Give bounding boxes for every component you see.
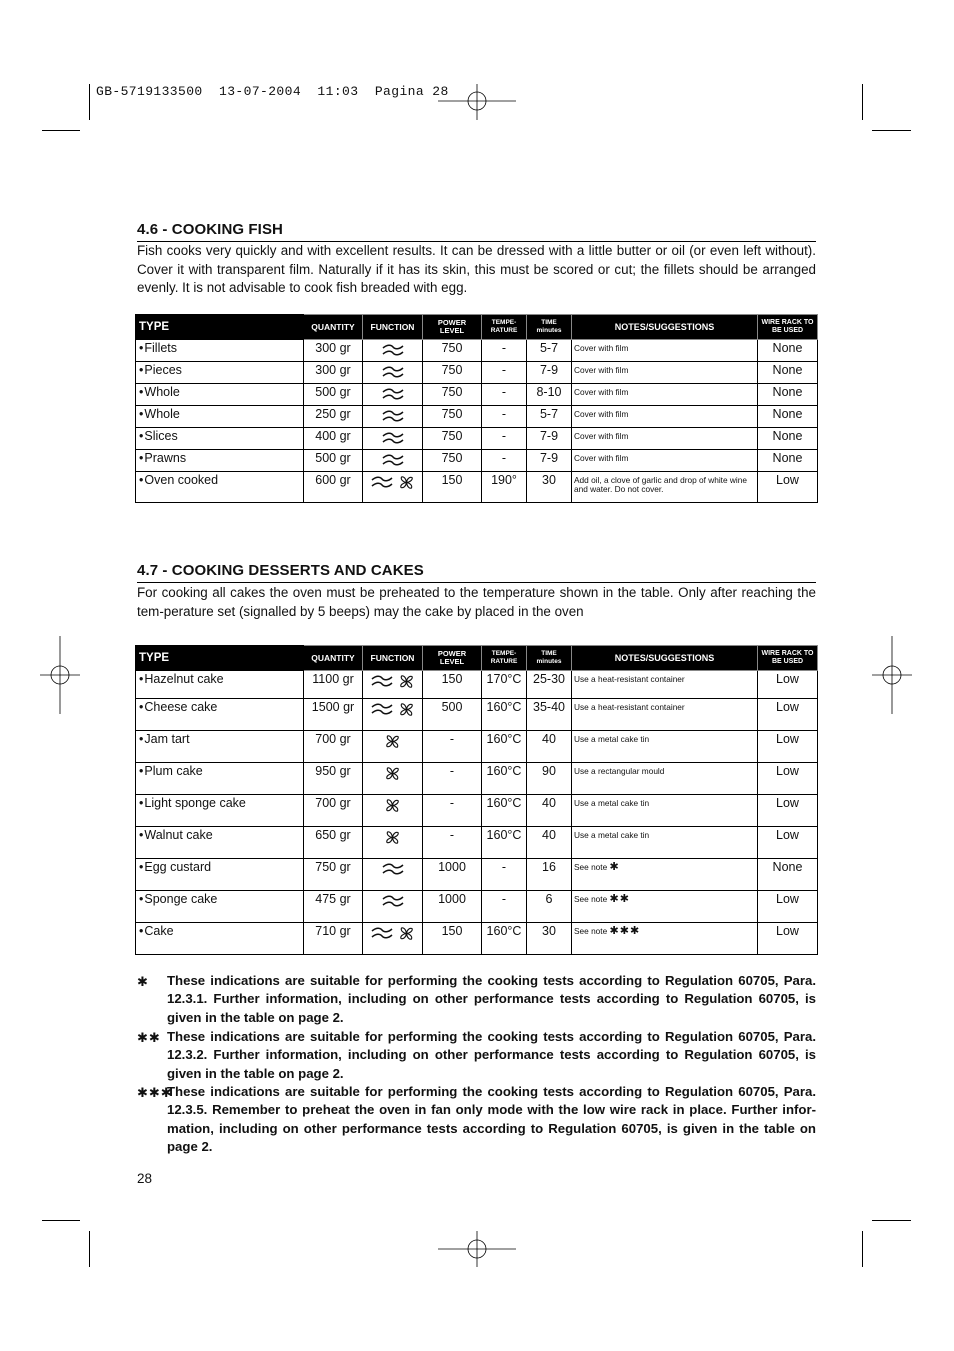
cell-function	[363, 472, 423, 503]
cell-notes	[572, 472, 758, 503]
cell-power: 750	[423, 362, 482, 384]
type-label: Prawns	[144, 451, 187, 465]
cell-quantity: 710 gr	[304, 923, 363, 955]
cell-time: 40	[527, 795, 572, 827]
cell-time: 35-40	[527, 699, 572, 731]
header-notes: NOTES/SUGGESTIONS	[572, 646, 758, 671]
cell-type	[136, 450, 304, 472]
header-wire-rack	[758, 646, 818, 671]
crop-mark	[862, 84, 863, 120]
crop-mark	[89, 84, 90, 120]
cell-type	[136, 795, 304, 827]
header-wire-line1: WIRE RACK TO	[761, 650, 814, 657]
cell-notes	[572, 671, 758, 699]
cell-wire-rack: Low	[758, 827, 818, 859]
fan-icon	[398, 474, 415, 494]
table-row	[136, 472, 818, 503]
header-power-line2: LEVEL	[439, 326, 465, 335]
type-label: Sponge cake	[144, 892, 218, 906]
cell-notes	[572, 340, 758, 362]
table-row	[136, 362, 818, 384]
table-row	[136, 923, 818, 955]
table-row	[136, 340, 818, 362]
header-time-line1: TIME	[541, 319, 557, 326]
cell-type	[136, 384, 304, 406]
desserts-cooking-table	[135, 645, 818, 955]
microwave-icon	[381, 861, 405, 880]
type-label: Oven cooked	[144, 473, 219, 487]
notes-text: See note	[574, 894, 608, 904]
fan-icon	[384, 765, 401, 785]
notes-text: Cover with film	[574, 387, 629, 397]
bullet: •	[139, 860, 144, 874]
crop-mark	[42, 130, 80, 131]
notes-text: Use a heat-resistant container	[574, 674, 685, 684]
cell-time: 7-9	[527, 450, 572, 472]
bullet: •	[139, 429, 144, 443]
cell-temperature: -	[482, 406, 527, 428]
notes-text: Cover with film	[574, 409, 629, 419]
cell-time: 40	[527, 731, 572, 763]
bullet: •	[139, 341, 144, 355]
cell-function	[363, 923, 423, 955]
cell-time: 5-7	[527, 340, 572, 362]
header-quantity: QUANTITY	[304, 646, 363, 671]
cell-wire-rack: Low	[758, 891, 818, 923]
fan-icon	[384, 797, 401, 817]
cell-quantity: 1500 gr	[304, 699, 363, 731]
cell-power: 1000	[423, 891, 482, 923]
cell-wire-rack: None	[758, 362, 818, 384]
cell-function	[363, 891, 423, 923]
crop-mark	[872, 130, 911, 131]
footnote-text: These indications are suitable for performing the cooking tests according to Regulation 60705, Para. 12.3.2. Further information, including on other performance tests according to Regulation 60705, is given in the table on page 2.	[167, 1029, 816, 1081]
header-time	[527, 315, 572, 340]
cell-temperature: 160°C	[482, 923, 527, 955]
cell-function	[363, 763, 423, 795]
cell-power: 750	[423, 450, 482, 472]
cell-function	[363, 340, 423, 362]
cell-temperature: -	[482, 362, 527, 384]
notes-text: See note	[574, 862, 608, 872]
cell-function	[363, 795, 423, 827]
section-rule	[137, 582, 816, 583]
cell-quantity: 300 gr	[304, 340, 363, 362]
notes-text: Cover with film	[574, 365, 629, 375]
header-power	[423, 646, 482, 671]
cell-notes	[572, 428, 758, 450]
footnote-2	[137, 1028, 816, 1083]
notes-text: Use a metal cake tin	[574, 734, 650, 744]
cell-quantity: 500 gr	[304, 384, 363, 406]
type-label: Hazelnut cake	[144, 672, 224, 686]
cell-type	[136, 428, 304, 450]
cell-type	[136, 472, 304, 503]
cell-notes	[572, 827, 758, 859]
header-function: FUNCTION	[363, 646, 423, 671]
cell-function	[363, 384, 423, 406]
cell-notes	[572, 731, 758, 763]
cell-wire-rack: Low	[758, 731, 818, 763]
cell-power: 150	[423, 923, 482, 955]
header-power	[423, 315, 482, 340]
cell-time: 40	[527, 827, 572, 859]
bullet: •	[139, 700, 144, 714]
cell-notes	[572, 923, 758, 955]
cell-temperature: 160°C	[482, 763, 527, 795]
microwave-icon	[381, 452, 405, 471]
cell-power: 150	[423, 671, 482, 699]
bullet: •	[139, 363, 144, 377]
bullet: •	[139, 407, 144, 421]
note-reference: ✱✱✱	[609, 925, 641, 937]
cell-type	[136, 340, 304, 362]
table-row	[136, 428, 818, 450]
cell-temperature: 160°C	[482, 699, 527, 731]
microwave-icon	[381, 408, 405, 427]
cell-function	[363, 362, 423, 384]
cell-quantity: 750 gr	[304, 859, 363, 891]
cell-function	[363, 428, 423, 450]
cell-function	[363, 731, 423, 763]
cell-wire-rack: Low	[758, 923, 818, 955]
notes-text: Cover with film	[574, 453, 629, 463]
cell-time: 7-9	[527, 428, 572, 450]
type-label: Jam tart	[144, 732, 190, 746]
registration-mark-icon	[438, 1231, 516, 1267]
section-title-desserts: 4.7 - COOKING DESSERTS AND CAKES	[137, 562, 424, 579]
table-header-row	[136, 315, 818, 340]
cell-notes	[572, 362, 758, 384]
type-label: Cheese cake	[144, 700, 218, 714]
fan-icon	[398, 701, 415, 721]
header-temperature	[482, 646, 527, 671]
footnote-mark: ✱✱✱	[137, 1085, 173, 1100]
table-row	[136, 384, 818, 406]
note-reference: ✱	[609, 861, 620, 873]
cell-type	[136, 671, 304, 699]
cell-wire-rack: None	[758, 859, 818, 891]
cell-temperature: 160°C	[482, 731, 527, 763]
cell-power: -	[423, 795, 482, 827]
microwave-icon	[370, 474, 394, 493]
cell-power: 1000	[423, 859, 482, 891]
cell-time: 16	[527, 859, 572, 891]
cell-type	[136, 763, 304, 795]
cell-time: 90	[527, 763, 572, 795]
cell-wire-rack: Low	[758, 699, 818, 731]
type-label: Light sponge cake	[144, 796, 246, 810]
microwave-icon	[381, 364, 405, 383]
header-time	[527, 646, 572, 671]
cell-time: 30	[527, 472, 572, 503]
type-label: Egg custard	[144, 860, 212, 874]
bullet: •	[139, 385, 144, 399]
microwave-icon	[370, 925, 394, 944]
cell-notes	[572, 891, 758, 923]
header-temperature-line1: TEMPE-	[491, 319, 517, 326]
header-type: TYPE	[136, 315, 304, 340]
header-quantity: QUANTITY	[304, 315, 363, 340]
header-temperature-line1: TEMPE-	[491, 650, 517, 657]
cell-time: 30	[527, 923, 572, 955]
header-notes: NOTES/SUGGESTIONS	[572, 315, 758, 340]
table-row	[136, 795, 818, 827]
cell-quantity: 250 gr	[304, 406, 363, 428]
header-temperature	[482, 315, 527, 340]
cell-power: 500	[423, 699, 482, 731]
footnote-mark: ✱	[137, 974, 149, 989]
bullet: •	[139, 892, 144, 906]
type-label: Slices	[144, 429, 178, 443]
footnote-mark: ✱✱	[137, 1030, 161, 1045]
cell-wire-rack: None	[758, 428, 818, 450]
cell-function	[363, 671, 423, 699]
notes-text: Add oil, a clove of garlic and drop of white wine and water. Do not cover.	[574, 475, 747, 494]
cell-time: 6	[527, 891, 572, 923]
notes-text: Cover with film	[574, 343, 629, 353]
microwave-icon	[381, 430, 405, 449]
cell-function	[363, 450, 423, 472]
bullet: •	[139, 828, 144, 842]
footnote-1	[137, 972, 816, 1027]
footnote-text: These indications are suitable for performing the cooking tests according to Regulation 60705, Para. 12.3.1. Further information, including on other performance tests according to Regulation 60705, is given in the table on page 2.	[167, 973, 816, 1025]
header-time-line1: TIME	[541, 650, 557, 657]
cell-temperature: -	[482, 340, 527, 362]
notes-text: Use a metal cake tin	[574, 830, 650, 840]
table-row	[136, 699, 818, 731]
cell-power: 750	[423, 340, 482, 362]
cell-notes	[572, 699, 758, 731]
cell-wire-rack: None	[758, 384, 818, 406]
header-temperature-line2: RATURE	[490, 327, 518, 334]
cell-type	[136, 827, 304, 859]
header-time-line2: minutes	[536, 658, 562, 665]
cell-time: 8-10	[527, 384, 572, 406]
cell-power: -	[423, 763, 482, 795]
microwave-icon	[370, 701, 394, 720]
cell-wire-rack: Low	[758, 671, 818, 699]
cell-quantity: 300 gr	[304, 362, 363, 384]
table-row	[136, 827, 818, 859]
cell-function	[363, 827, 423, 859]
footnote-text: These indications are suitable for performing the cooking tests according to Regulation 60705, Para. 12.3.5. Remember to preheat the oven in fan only mode with the low wire rack in place. Further infor-mation, including on other performance tests according to Regulation 60705, is given in the table on page 2.	[167, 1084, 816, 1155]
section-intro-fish: Fish cooks very quickly and with excellent results. It can be dressed with a little butter or oil (or even left without). Cover it with transparent film. Naturally if it has its skin, this must be scored or cut; the fillets should be arranged evenly. It is not advisable to cook fish breaded with egg.	[137, 243, 816, 296]
cell-temperature: 190°	[482, 472, 527, 503]
cell-temperature: -	[482, 384, 527, 406]
cell-quantity: 500 gr	[304, 450, 363, 472]
notes-text: See note	[574, 926, 608, 936]
cell-notes	[572, 384, 758, 406]
fan-icon	[384, 733, 401, 753]
microwave-icon	[381, 386, 405, 405]
type-label: Fillets	[144, 341, 178, 355]
cell-quantity: 700 gr	[304, 795, 363, 827]
bullet: •	[139, 796, 144, 810]
cell-power: -	[423, 731, 482, 763]
header-type: TYPE	[136, 646, 304, 671]
header-wire-line1: WIRE RACK TO	[761, 319, 814, 326]
cell-notes	[572, 763, 758, 795]
header-time-line2: minutes	[536, 327, 562, 334]
cell-type	[136, 406, 304, 428]
type-label: Whole	[144, 407, 180, 421]
crop-mark	[872, 1220, 911, 1221]
table-row	[136, 763, 818, 795]
fish-cooking-table	[135, 314, 818, 503]
cell-quantity: 400 gr	[304, 428, 363, 450]
cell-type	[136, 731, 304, 763]
cell-function	[363, 406, 423, 428]
cell-function	[363, 859, 423, 891]
page-number: 28	[137, 1171, 153, 1186]
header-power-line1: POWER	[437, 649, 467, 658]
bullet: •	[139, 451, 144, 465]
table-row	[136, 859, 818, 891]
cell-wire-rack: Low	[758, 763, 818, 795]
cell-notes	[572, 795, 758, 827]
type-label: Whole	[144, 385, 180, 399]
cell-temperature: 160°C	[482, 827, 527, 859]
footnote-3	[137, 1083, 816, 1157]
notes-text: Cover with film	[574, 431, 629, 441]
registration-mark-icon	[40, 636, 80, 714]
type-label: Walnut cake	[144, 828, 213, 842]
fan-icon	[398, 673, 415, 693]
cell-quantity: 1100 gr	[304, 671, 363, 699]
cell-quantity: 700 gr	[304, 731, 363, 763]
cell-time: 7-9	[527, 362, 572, 384]
cell-function	[363, 699, 423, 731]
registration-mark-icon	[872, 636, 912, 714]
cell-type	[136, 891, 304, 923]
cell-power: 150	[423, 472, 482, 503]
header-wire-line2: BE USED	[771, 327, 804, 334]
bullet: •	[139, 732, 144, 746]
cell-temperature: 160°C	[482, 795, 527, 827]
section-title-fish: 4.6 - COOKING FISH	[137, 221, 283, 238]
cell-power: 750	[423, 384, 482, 406]
header-wire-rack	[758, 315, 818, 340]
note-reference: ✱✱	[609, 893, 630, 905]
cell-power: -	[423, 827, 482, 859]
cell-type	[136, 699, 304, 731]
cell-power: 750	[423, 406, 482, 428]
bullet: •	[139, 672, 144, 686]
table-row	[136, 406, 818, 428]
crop-mark	[89, 1231, 90, 1267]
cell-wire-rack: None	[758, 406, 818, 428]
notes-text: Use a heat-resistant container	[574, 702, 685, 712]
microwave-icon	[381, 342, 405, 361]
notes-text: Use a metal cake tin	[574, 798, 650, 808]
cell-time: 25-30	[527, 671, 572, 699]
type-label: Plum cake	[144, 764, 203, 778]
crop-mark	[42, 1220, 80, 1221]
bullet: •	[139, 924, 144, 938]
microwave-icon	[370, 673, 394, 692]
fan-icon	[398, 925, 415, 945]
table-row	[136, 450, 818, 472]
cell-type	[136, 859, 304, 891]
cell-wire-rack: None	[758, 450, 818, 472]
header-function: FUNCTION	[363, 315, 423, 340]
cell-temperature: -	[482, 450, 527, 472]
header-temperature-line2: RATURE	[490, 658, 518, 665]
cell-notes	[572, 859, 758, 891]
cell-quantity: 950 gr	[304, 763, 363, 795]
cell-quantity: 650 gr	[304, 827, 363, 859]
cell-temperature: 170°C	[482, 671, 527, 699]
cell-type	[136, 923, 304, 955]
cell-time: 5-7	[527, 406, 572, 428]
header-wire-line2: BE USED	[771, 658, 804, 665]
registration-mark-icon	[438, 84, 516, 120]
table-header-row	[136, 646, 818, 671]
notes-text: Use a rectangular mould	[574, 766, 665, 776]
header-power-line2: LEVEL	[439, 657, 465, 666]
cell-notes	[572, 406, 758, 428]
bullet: •	[139, 764, 144, 778]
cell-wire-rack: None	[758, 340, 818, 362]
type-label: Pieces	[144, 363, 182, 377]
table-row	[136, 671, 818, 699]
cell-wire-rack: Low	[758, 472, 818, 503]
fan-icon	[384, 829, 401, 849]
cell-temperature: -	[482, 891, 527, 923]
table-row	[136, 731, 818, 763]
cell-temperature: -	[482, 428, 527, 450]
cell-notes	[572, 450, 758, 472]
cell-quantity: 600 gr	[304, 472, 363, 503]
cell-type	[136, 362, 304, 384]
cell-quantity: 475 gr	[304, 891, 363, 923]
print-header: GB-5719133500 13-07-2004 11:03 Pagina 28	[96, 84, 449, 99]
cell-temperature: -	[482, 859, 527, 891]
table-row	[136, 891, 818, 923]
header-power-line1: POWER	[437, 318, 467, 327]
crop-mark	[862, 1231, 863, 1267]
microwave-icon	[381, 893, 405, 912]
cell-wire-rack: Low	[758, 795, 818, 827]
cell-power: 750	[423, 428, 482, 450]
bullet: •	[139, 473, 144, 487]
section-intro-desserts: For cooking all cakes the oven must be preheated to the temperature shown in the table. Only after reaching the tem-perature set (signalled by 5 beeps) may the cake by placed in the oven	[137, 585, 816, 619]
type-label: Cake	[144, 924, 174, 938]
